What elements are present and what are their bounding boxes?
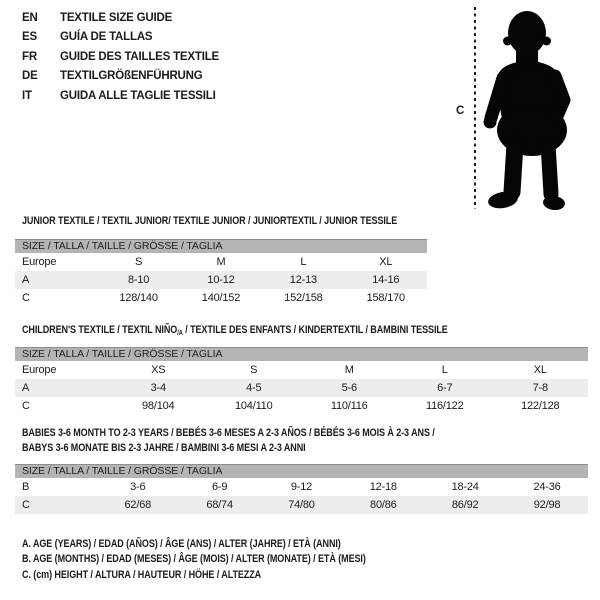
table-row-height (15, 496, 588, 514)
age-cell: 6-9 (211, 481, 228, 493)
guide-title-de: TEXTILGRÖßENFÜHRUNG (60, 70, 203, 83)
age-cell: 9-12 (290, 481, 313, 493)
age-cell: 3-4 (111, 379, 207, 397)
language-code: DE (22, 70, 38, 83)
row-label: C (22, 400, 30, 412)
size-cell: M (216, 256, 226, 268)
age-cell: 12-18 (369, 481, 397, 493)
size-cell: S (250, 364, 258, 376)
size-cell: XL (379, 256, 393, 268)
junior-size-table (15, 239, 427, 307)
guide-title-it: GUIDA ALLE TAGLIE TESSILI (60, 89, 216, 102)
language-row (22, 87, 219, 106)
table-row-europe (15, 253, 427, 271)
section-childrens-textile (15, 324, 588, 415)
junior-table-title: JUNIOR TEXTILE / TEXTIL JUNIOR/ TEXTILE JUNIOR / JUNIORTEXTIL / JUNIOR TESSILE (22, 215, 398, 227)
table-row-height (15, 397, 588, 415)
height-cell: 158/170 (366, 292, 405, 304)
size-cell: XS (151, 364, 166, 376)
age-cell: 12-13 (262, 271, 344, 289)
babies-table-title-line2: BABYS 3-6 MONATE BIS 2-3 JAHRE / BAMBINI 3-6 MESI A 2-3 ANNI (22, 441, 306, 454)
row-label: Europe (22, 256, 57, 268)
size-header-label: SIZE / TALLA / TAILLE / GRÖSSE / TAGLIA (15, 240, 427, 254)
height-cell: 110/116 (330, 400, 368, 412)
table-row-age-months (15, 478, 588, 496)
height-cell: 128/140 (119, 292, 158, 304)
height-cell: 152/158 (284, 292, 323, 304)
language-header (22, 9, 219, 106)
size-header-row (15, 240, 427, 254)
children-title-subscript: /A (177, 330, 183, 337)
legend-age-years: A. AGE (YEARS) / EDAD (AÑOS) / ÂGE (ANS) / ALTER (JAHRE) / ETÀ (ANNI) (22, 538, 341, 550)
babies-table-title-line1: BABIES 3-6 MONTH TO 2-3 YEARS / BEBÉS 3-6 MESES A 2-3 AÑOS / BÉBÉS 3-6 MOIS À 2-3 ANS / (22, 427, 435, 439)
age-cell: 4-5 (206, 379, 302, 397)
age-cell: 6-7 (397, 379, 493, 397)
size-header-label: SIZE / TALLA / TAILLE / GRÖSSE / TAGLIA (15, 348, 588, 362)
size-header-label: SIZE / TALLA / TAILLE / GRÖSSE / TAGLIA (15, 465, 588, 479)
language-row (22, 9, 219, 28)
language-row (22, 28, 219, 47)
guide-title-en: TEXTILE SIZE GUIDE (60, 12, 173, 24)
baby-silhouette-icon (482, 4, 588, 210)
legend-height-cm: C. (cm) HEIGHT / ALTURA / HAUTEUR / HÖHE / ALTEZZA (22, 568, 262, 581)
age-cell: 3-6 (130, 481, 146, 493)
section-babies-textile (15, 426, 588, 514)
age-cell: 14-16 (345, 271, 427, 289)
language-code: EN (22, 12, 38, 24)
age-cell: 7-8 (493, 379, 589, 397)
size-cell: XL (533, 364, 547, 376)
children-title-suffix: / TEXTILE DES ENFANTS / KINDERTEXTIL / BAMBINI TESSILE (182, 324, 448, 336)
height-cell: 62/68 (97, 496, 179, 514)
height-cell: 116/122 (425, 400, 464, 412)
age-cell: 5-6 (302, 379, 398, 397)
age-cell: 8-10 (97, 271, 179, 289)
size-header-row (15, 465, 588, 479)
height-cell: 140/152 (201, 292, 241, 304)
language-code: IT (22, 89, 32, 102)
row-label: B (22, 481, 30, 493)
size-cell: S (135, 256, 143, 268)
height-measure-label: C (456, 105, 465, 117)
height-cell: 92/98 (506, 496, 588, 514)
height-cell: 86/92 (424, 496, 506, 514)
row-label: C (22, 292, 30, 304)
height-cell: 68/74 (179, 496, 261, 514)
size-cell: L (300, 256, 307, 268)
table-row-europe (15, 361, 588, 379)
row-label: A (15, 271, 97, 289)
row-label: A (15, 379, 111, 397)
height-cell: 122/128 (521, 400, 560, 412)
size-cell: M (344, 364, 354, 376)
section-junior-textile (15, 215, 480, 307)
table-row-height (15, 289, 427, 307)
row-label: C (15, 496, 97, 514)
size-cell: L (441, 364, 448, 376)
children-title-prefix: CHILDREN'S TEXTILE / TEXTIL NIÑO (22, 324, 178, 336)
table-row-age (15, 271, 427, 289)
guide-title-es: GUÍA DE TALLAS (60, 31, 153, 44)
height-measure-dashed-line (474, 7, 476, 209)
age-cell: 18-24 (451, 481, 479, 493)
age-cell: 10-12 (180, 271, 262, 289)
size-header-row (15, 348, 588, 362)
row-label: Europe (22, 364, 57, 376)
height-cell: 74/80 (261, 496, 343, 514)
height-cell: 80/86 (342, 496, 424, 514)
language-row (22, 48, 219, 67)
guide-title-fr: GUIDE DES TAILLES TEXTILE (60, 50, 219, 63)
language-row (22, 67, 219, 86)
children-size-table (15, 347, 588, 415)
language-code: FR (22, 50, 37, 63)
children-table-title (22, 324, 486, 340)
legend-age-months: B. AGE (MONTHS) / EDAD (MESES) / ÂGE (MOIS) / ALTER (MONATE) / ETÀ (MESI) (22, 553, 366, 566)
language-code: ES (22, 31, 37, 44)
babies-size-table (15, 464, 588, 514)
age-cell: 24-36 (533, 481, 561, 493)
table-row-age (15, 379, 588, 397)
height-cell: 98/104 (142, 400, 175, 412)
legend (22, 537, 441, 583)
height-cell: 104/110 (234, 400, 273, 412)
